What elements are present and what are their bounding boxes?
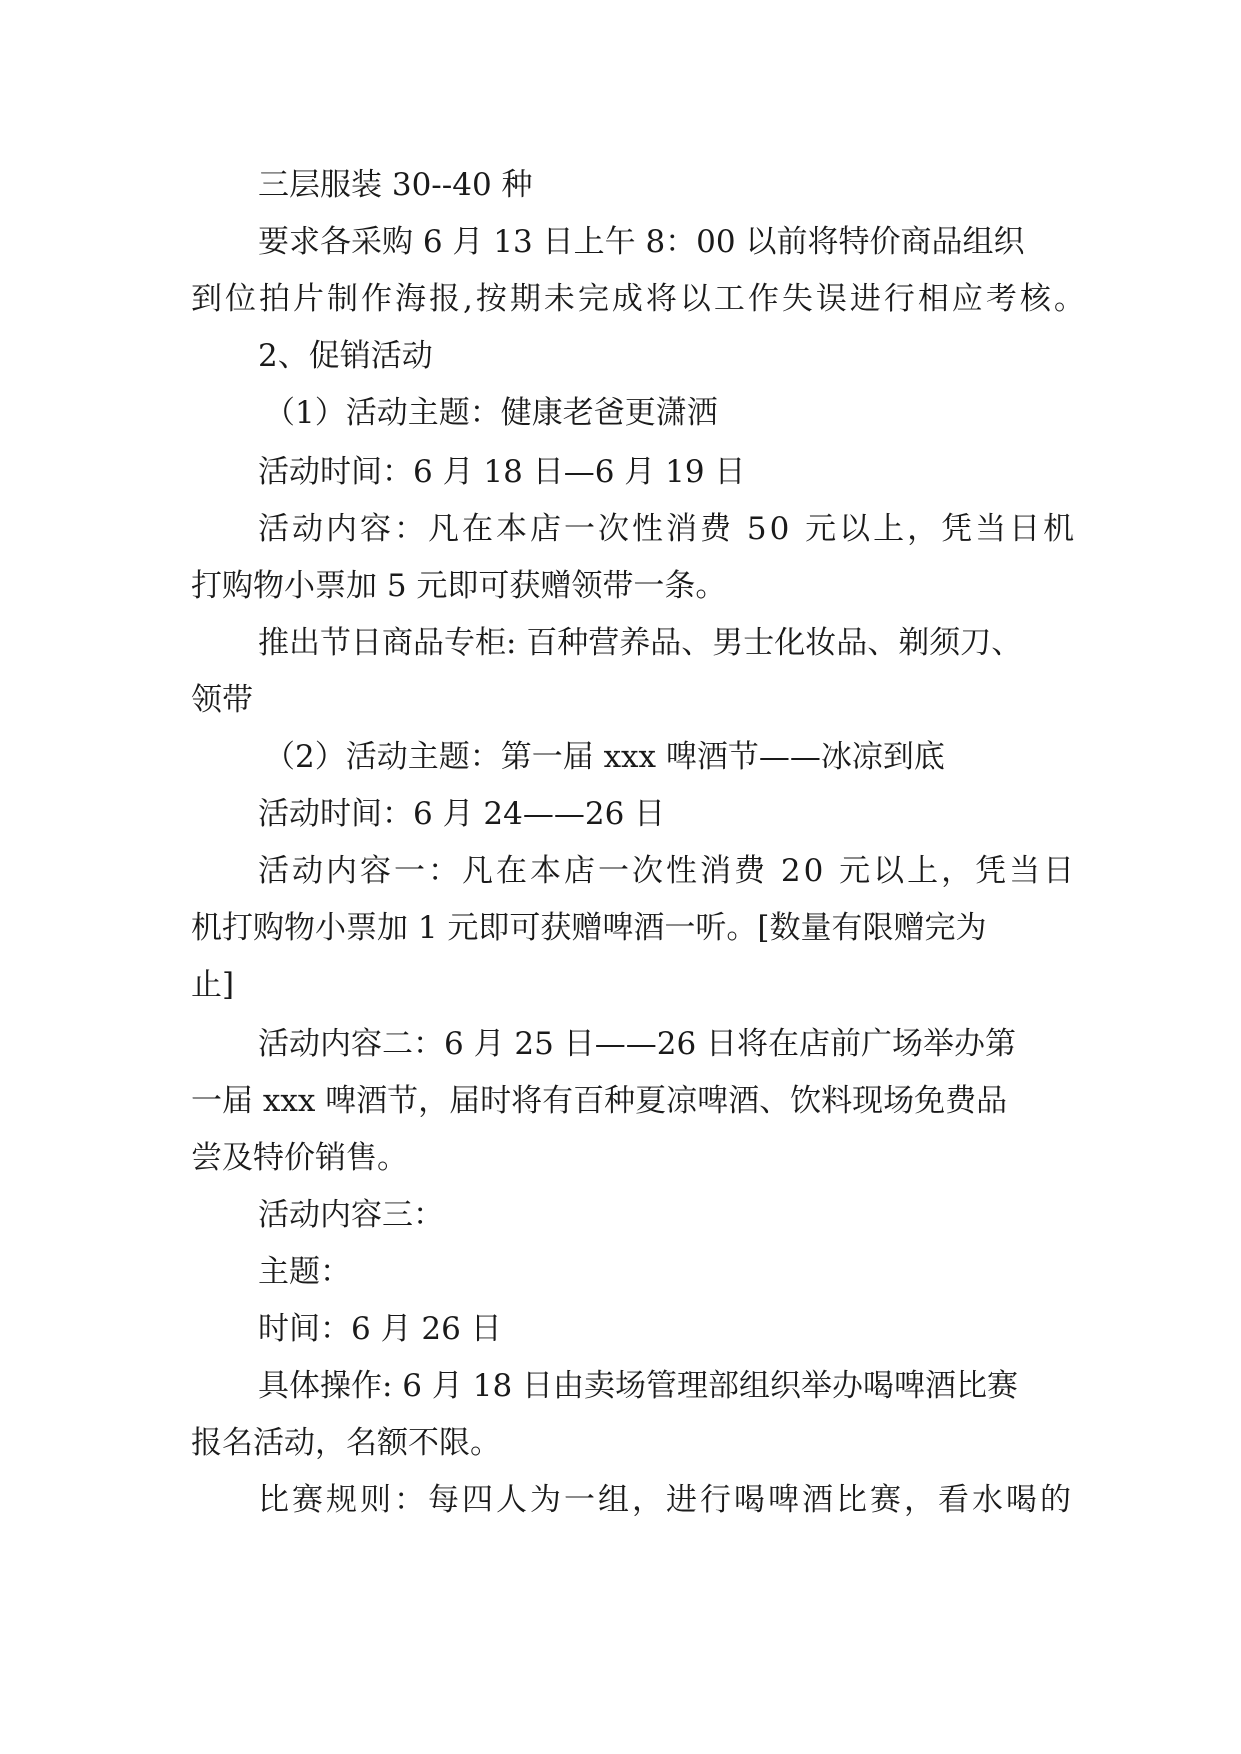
- text-line: 报名活动，名额不限。: [191, 1425, 501, 1461]
- text-line: 活动内容二：6 月 25 日——26 日将在店前广场举办第: [258, 1026, 1017, 1062]
- text-line: 主题：: [258, 1254, 351, 1290]
- text-line: 打购物小票加 5 元即可获赠领带一条。: [191, 568, 727, 604]
- text-line: 到位拍片制作海报,按期未完成将以工作失误进行相应考核。: [191, 281, 1088, 317]
- text-line: 活动内容三：: [258, 1197, 444, 1233]
- text-line: （1）活动主题：健康老爸更潇洒: [264, 395, 718, 431]
- text-line: 机打购物小票加 1 元即可获赠啤酒一听。[数量有限赠完为: [191, 910, 987, 946]
- text-line: 推出节日商品专柜: 百种营养品、男士化妆品、剃须刀、: [258, 625, 1023, 661]
- text-line: 领带: [191, 682, 253, 718]
- text-line: 活动时间：6 月 24——26 日: [258, 796, 666, 832]
- text-line: 一届 xxx 啤酒节，届时将有百种夏凉啤酒、饮料现场免费品: [191, 1083, 1008, 1119]
- text-line: 比赛规则：每四人为一组，进行喝啤酒比赛，看水喝的: [258, 1482, 1074, 1518]
- text-line: 具体操作: 6 月 18 日由卖场管理部组织举办喝啤酒比赛: [258, 1368, 1019, 1404]
- text-line: 三层服装 30--40 种: [258, 167, 533, 203]
- text-line: 活动时间：6 月 18 日—6 月 19 日: [258, 454, 746, 490]
- text-line: 时间：6 月 26 日: [258, 1311, 502, 1347]
- text-line: 尝及特价销售。: [191, 1140, 408, 1176]
- text-line: 活动内容一：凡在本店一次性消费 20 元以上，凭当日: [258, 853, 1078, 889]
- text-line: 要求各采购 6 月 13 日上午 8：00 以前将特价商品组织: [258, 224, 1025, 260]
- text-line: 活动内容：凡在本店一次性消费 50 元以上，凭当日机: [258, 511, 1078, 547]
- text-line: 2、促销活动: [258, 338, 433, 374]
- text-line: （2）活动主题：第一届 xxx 啤酒节——冰凉到底: [264, 739, 945, 775]
- text-line: 止]: [191, 967, 235, 1003]
